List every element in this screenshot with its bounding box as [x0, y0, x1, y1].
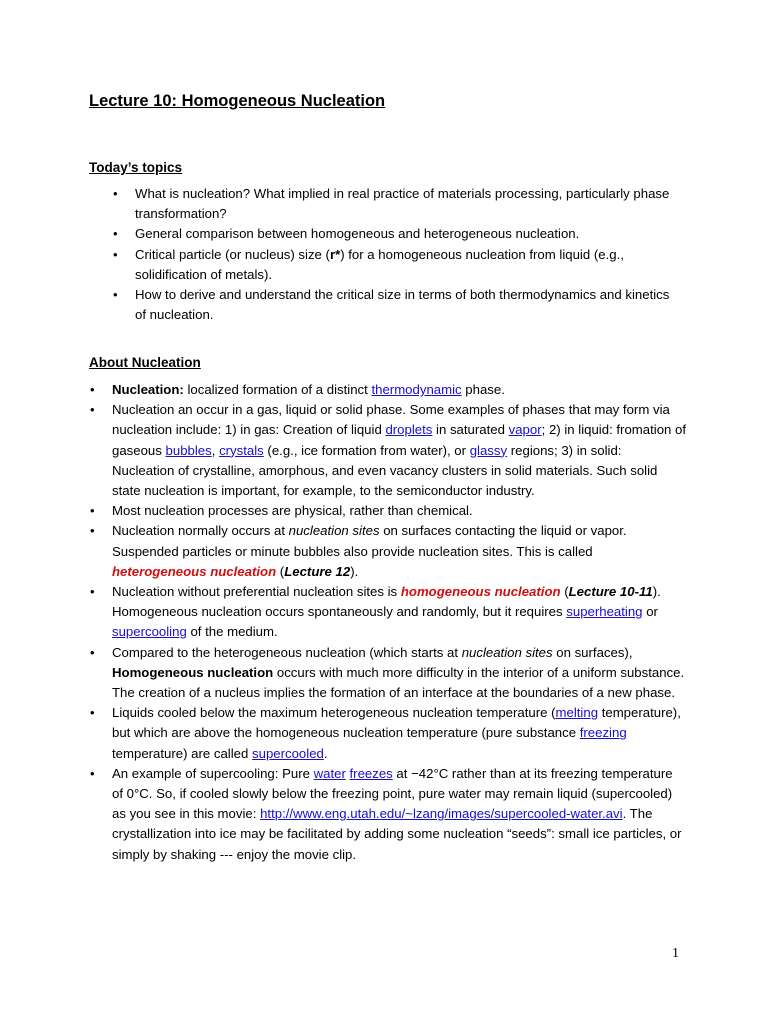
list-item: • How to derive and understand the critical size in terms of both thermodynamics and kinetics of nucleation.	[113, 287, 670, 323]
inline-link[interactable]: thermodynamic	[371, 382, 462, 397]
topics-list	[113, 184, 675, 325]
inline-link[interactable]: vapor	[508, 422, 542, 438]
topics-heading: Today’s topics	[89, 160, 183, 175]
emphasis-text: homogeneous nucleation	[400, 584, 561, 600]
item-text: Most nucleation processes are physical, rather than chemical.	[112, 503, 473, 519]
page-title: Lecture 10: Homogeneous Nucleation	[89, 92, 386, 110]
emphasis-text: Lecture 10-11	[568, 584, 653, 600]
inline-link[interactable]: bubbles	[165, 442, 212, 458]
item-text: How to derive and understand the critical size in terms of both thermodynamics and kinetics of nucleation.	[135, 287, 670, 323]
page-number: 1	[672, 946, 679, 961]
inline-link[interactable]: http://www.eng.utah.edu/~lzang/images/supercooled-water.avi	[260, 806, 623, 822]
item-text: Critical particle (or nucleus) size (r*) for a homogeneous nucleation from liquid (e.g., solidification of metals).	[135, 246, 624, 282]
emphasis-text: r*	[329, 246, 341, 262]
item-text: An example of supercooling: Pure water freezes at −42°C rather than at its freezing temperature of 0°C. So, if cooled slowly below the freezing point, pure water may remain liquid (supercooled) as you see in this movie: http://www.eng.utah.edu/~lzang/images/supercooled-water.avi. The crystallization into ice may be facilitated by adding some nucleation “seeds”: small ice particles, or simply by shaking --- enjoy the movie clip.	[112, 765, 682, 862]
emphasis-text: nucleation sites	[461, 644, 553, 660]
item-text: General comparison between homogeneous and heterogeneous nucleation.	[135, 226, 580, 242]
inline-link[interactable]: glassy	[469, 442, 508, 458]
item-text: Compared to the heterogeneous nucleation (which starts at nucleation sites on surfaces), Homogeneous nucleation occurs with much more difficulty in the interior of a uniform substance. The creation of a nucleus implies the formation of an interface at the boundaries of a new phase.	[112, 644, 685, 701]
inline-link[interactable]: melting	[555, 705, 599, 721]
inline-link[interactable]: supercooled	[252, 745, 324, 761]
about-list	[90, 380, 687, 865]
list-item: • Most nucleation processes are physical, rather than chemical.	[90, 503, 473, 519]
emphasis-text: heterogeneous nucleation	[112, 563, 277, 579]
about-heading: About Nucleation	[89, 355, 201, 370]
item-text: What is nucleation? What implied in real practice of materials processing, particularly phase transformation?	[135, 186, 670, 222]
item-text: Nucleation without preferential nucleation sites is homogeneous nucleation (Lecture 10-11). Homogeneous nucleation occurs spontaneously and randomly, but it requires superheating or supercooling of the medium.	[112, 584, 661, 640]
inline-link[interactable]: water	[313, 765, 346, 781]
emphasis-text: Homogeneous nucleation	[112, 664, 274, 680]
inline-link[interactable]: droplets	[385, 422, 433, 438]
inline-link[interactable]: crystals	[219, 442, 264, 458]
inline-link[interactable]: freezing	[579, 725, 627, 741]
item-text: Nucleation: localized formation of a distinct thermodynamic phase.	[112, 382, 505, 397]
list-item: • Nucleation without preferential nucleation sites is homogeneous nucleation (Lecture 10-11). Homogeneous nucleation occurs spontaneously and randomly, but it requires superheating or supercooling of the medium.	[90, 584, 661, 640]
list-item: • Critical particle (or nucleus) size (r*) for a homogeneous nucleation from liquid (e.g., solidification of metals).	[113, 246, 624, 282]
item-text: Nucleation an occur in a gas, liquid or solid phase. Some examples of phases that may form via nucleation include: 1) in gas: Creation of liquid droplets in saturated vapor; 2) in liquid: fromation of gaseous bubbles, crystals (e.g., ice formation from water), or glassy regions; 3) in solid: Nucleation of crystalline, amorphous, and even vacancy clusters in solid materials. Such solid state nucleation is important, for example, to the semiconductor industry.	[112, 402, 687, 499]
list-item: • General comparison between homogeneous and heterogeneous nucleation.	[113, 226, 580, 242]
list-item: • Compared to the heterogeneous nucleation (which starts at nucleation sites on surfaces), Homogeneous nucleation occurs with much more difficulty in the interior of a uniform substance. The creation of a nucleus implies the formation of an interface at the boundaries of a new phase.	[90, 644, 685, 701]
list-item: • Liquids cooled below the maximum heterogeneous nucleation temperature (melting temperature), but which are above the homogeneous nucleation temperature (pure substance freezing temperature) are called supercooled.	[90, 705, 681, 761]
emphasis-text: Lecture 12	[284, 563, 351, 579]
inline-link[interactable]: supercooling	[112, 624, 187, 640]
list-item: • An example of supercooling: Pure water freezes at −42°C rather than at its freezing temperature of 0°C. So, if cooled slowly below the freezing point, pure water may remain liquid (supercooled) as you see in this movie: http://www.eng.utah.edu/~lzang/images/supercooled-water.avi. The crystallization into ice may be facilitated by adding some nucleation “seeds”: small ice particles, or simply by shaking --- enjoy the movie clip.	[90, 765, 682, 862]
emphasis-text: Nucleation:	[112, 382, 184, 397]
item-text: Liquids cooled below the maximum heterogeneous nucleation temperature (melting temperature), but which are above the homogeneous nucleation temperature (pure substance freezing temperature) are called supercooled.	[112, 705, 681, 761]
list-item: • Nucleation: localized formation of a distinct thermodynamic phase.	[90, 382, 505, 397]
list-item: • Nucleation normally occurs at nucleation sites on surfaces contacting the liquid or vapor. Suspended particles or minute bubbles also provide nucleation sites. This is called heterogeneous nucleation (Lecture 12).	[90, 523, 627, 579]
item-text: Nucleation normally occurs at nucleation sites on surfaces contacting the liquid or vapor. Suspended particles or minute bubbles also provide nucleation sites. This is called heterogeneous nucleation (Lecture 12).	[112, 523, 627, 579]
list-item: • What is nucleation? What implied in real practice of materials processing, particularly phase transformation?	[113, 186, 670, 222]
inline-link[interactable]: freezes	[349, 765, 393, 781]
inline-link[interactable]: superheating	[566, 604, 643, 620]
list-item: • Nucleation an occur in a gas, liquid or solid phase. Some examples of phases that may form via nucleation include: 1) in gas: Creation of liquid droplets in saturated vapor; 2) in liquid: fromation of gaseous bubbles, crystals (e.g., ice formation from water), or glassy regions; 3) in solid: Nucleation of crystalline, amorphous, and even vacancy clusters in solid materials. Such solid state nucleation is important, for example, to the semiconductor industry.	[90, 402, 687, 499]
emphasis-text: nucleation sites	[288, 523, 380, 539]
